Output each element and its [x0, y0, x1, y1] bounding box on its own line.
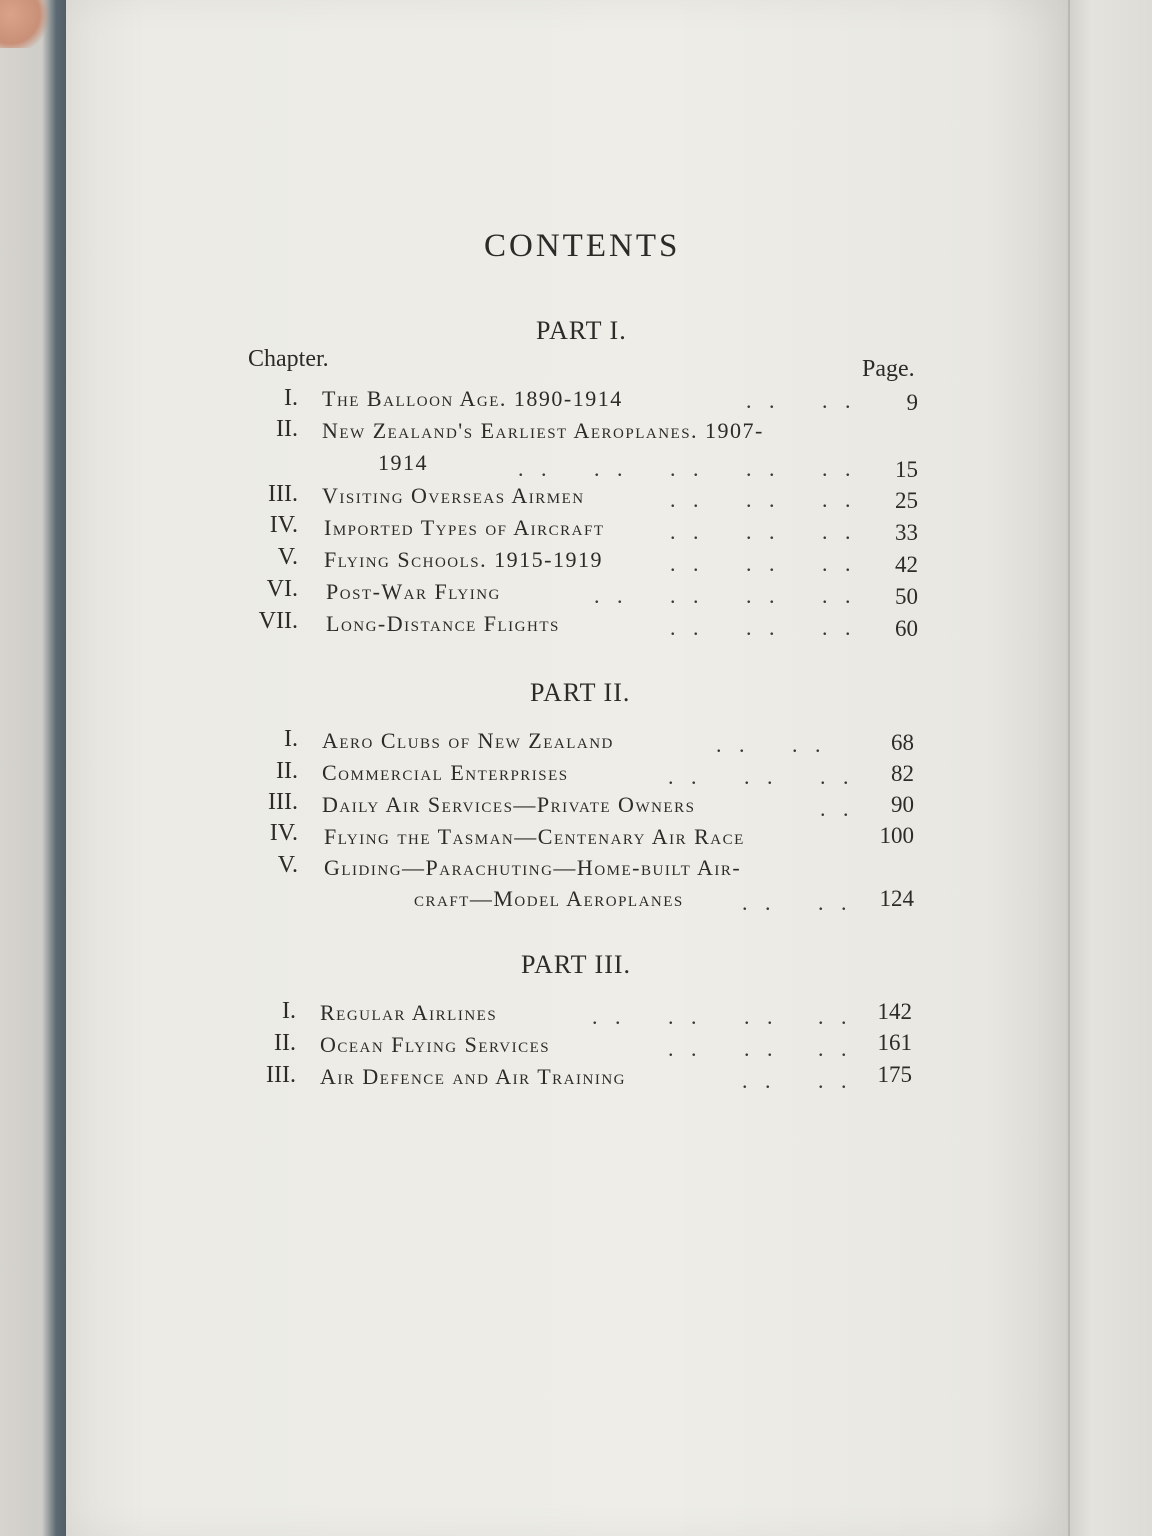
chapter-number: II. — [276, 416, 298, 442]
chapter-title: Gliding—Parachuting—Home-built Air- — [324, 855, 742, 880]
chapter-number: I. — [282, 998, 296, 1024]
dot-leader: . . — [820, 796, 855, 821]
dot-leader: . . — [822, 388, 857, 413]
dot-leader: . . — [818, 1068, 853, 1093]
page-number: 161 — [877, 1030, 912, 1055]
dot-leader: . . — [818, 1036, 853, 1061]
chapter-number: III. — [268, 481, 298, 507]
chapter-title: Flying the Tasman—Centenary Air Race — [324, 824, 745, 849]
chapter-title: Long-Distance Flights — [326, 611, 560, 636]
page-number: 90 — [891, 792, 914, 817]
chapter-title: Regular Airlines — [320, 1000, 498, 1025]
chapter-number: III. — [266, 1062, 296, 1088]
dot-leader: . . — [746, 615, 781, 640]
dot-leader: . . — [716, 732, 751, 757]
chapter-number: V. — [277, 852, 298, 878]
chapter-title: The Balloon Age. 1890-1914 — [322, 386, 623, 411]
dot-leader: . . — [670, 615, 705, 640]
dot-leader: . . — [594, 456, 629, 481]
page-number: 9 — [906, 390, 918, 415]
dot-leader: . . — [746, 388, 781, 413]
chapter-number: I. — [284, 385, 298, 411]
chapter-number: I. — [284, 726, 298, 752]
dot-leader: . . — [670, 456, 705, 481]
chapter-title-continuation: 1914 — [378, 450, 428, 475]
dot-leader: . . — [744, 1036, 779, 1061]
contents-title: CONTENTS — [484, 228, 681, 264]
dot-leader: . . — [742, 1068, 777, 1093]
chapter-title: Daily Air Services—Private Owners — [322, 792, 696, 817]
dot-leader: . . — [670, 551, 705, 576]
page-number: 33 — [895, 520, 918, 545]
page-number: 68 — [891, 730, 914, 755]
dot-leader: . . — [742, 890, 777, 915]
part-heading: PART II. — [530, 678, 631, 707]
dot-leader: . . — [746, 456, 781, 481]
page-number: 100 — [879, 823, 914, 848]
chapter-title-continuation: craft—Model Aeroplanes — [414, 886, 684, 911]
dot-leader: . . — [744, 1004, 779, 1029]
chapter-title: Imported Types of Aircraft — [324, 515, 605, 540]
dot-leader: . . — [822, 551, 857, 576]
chapter-title: New Zealand's Earliest Aeroplanes. 1907- — [322, 418, 764, 443]
chapter-number: VI. — [266, 576, 298, 602]
dot-leader: . . — [670, 487, 705, 512]
dot-leader: . . — [822, 456, 857, 481]
dot-leader: . . — [670, 519, 705, 544]
chapter-title: Post-War Flying — [326, 579, 501, 604]
chapter-number: IV. — [269, 820, 298, 846]
chapter-title: Ocean Flying Services — [320, 1032, 551, 1057]
page-number: 124 — [879, 886, 914, 911]
dot-leader: . . — [746, 487, 781, 512]
page-number: 25 — [895, 488, 918, 513]
chapter-number: II. — [276, 758, 298, 784]
dot-leader: . . — [746, 519, 781, 544]
dot-leader: . . — [820, 764, 855, 789]
page-number: 175 — [877, 1062, 912, 1087]
chapter-number: II. — [274, 1030, 296, 1056]
page-number: 15 — [895, 457, 918, 482]
chapter-number: III. — [268, 789, 298, 815]
dot-leader: . . — [744, 764, 779, 789]
dot-leader: . . — [818, 1004, 853, 1029]
dot-leader: . . — [822, 519, 857, 544]
dot-leader: . . — [668, 1036, 703, 1061]
dot-leader: . . — [668, 764, 703, 789]
dot-leader: . . — [818, 890, 853, 915]
page-number: 42 — [895, 552, 918, 577]
chapter-number: VII. — [258, 608, 298, 634]
chapter-title: Aero Clubs of New Zealand — [322, 728, 614, 753]
dot-leader: . . — [822, 615, 857, 640]
part-heading: PART III. — [521, 950, 632, 979]
chapter-title: Visiting Overseas Airmen — [322, 483, 585, 508]
dot-leader: . . — [592, 1004, 627, 1029]
chapter-title: Air Defence and Air Training — [320, 1064, 626, 1089]
dot-leader: . . — [746, 583, 781, 608]
page-number: 60 — [895, 616, 918, 641]
dot-leader: . . — [746, 551, 781, 576]
page-number: 142 — [877, 999, 912, 1024]
page-column-header: Page. — [862, 356, 915, 382]
page-number: 50 — [895, 584, 918, 609]
dot-leader: . . — [822, 583, 857, 608]
dot-leader: . . — [518, 456, 553, 481]
dot-leader: . . — [792, 732, 827, 757]
page-number: 82 — [891, 761, 914, 786]
dot-leader: . . — [822, 487, 857, 512]
part-heading: PART I. — [536, 316, 627, 345]
dot-leader: . . — [670, 583, 705, 608]
chapter-title: Commercial Enterprises — [322, 760, 569, 785]
chapter-number: V. — [277, 544, 298, 570]
dot-leader: . . — [594, 583, 629, 608]
dot-leader: . . — [668, 1004, 703, 1029]
chapter-number: IV. — [269, 512, 298, 538]
chapter-title: Flying Schools. 1915-1919 — [324, 547, 603, 572]
chapter-column-header: Chapter. — [248, 346, 329, 372]
